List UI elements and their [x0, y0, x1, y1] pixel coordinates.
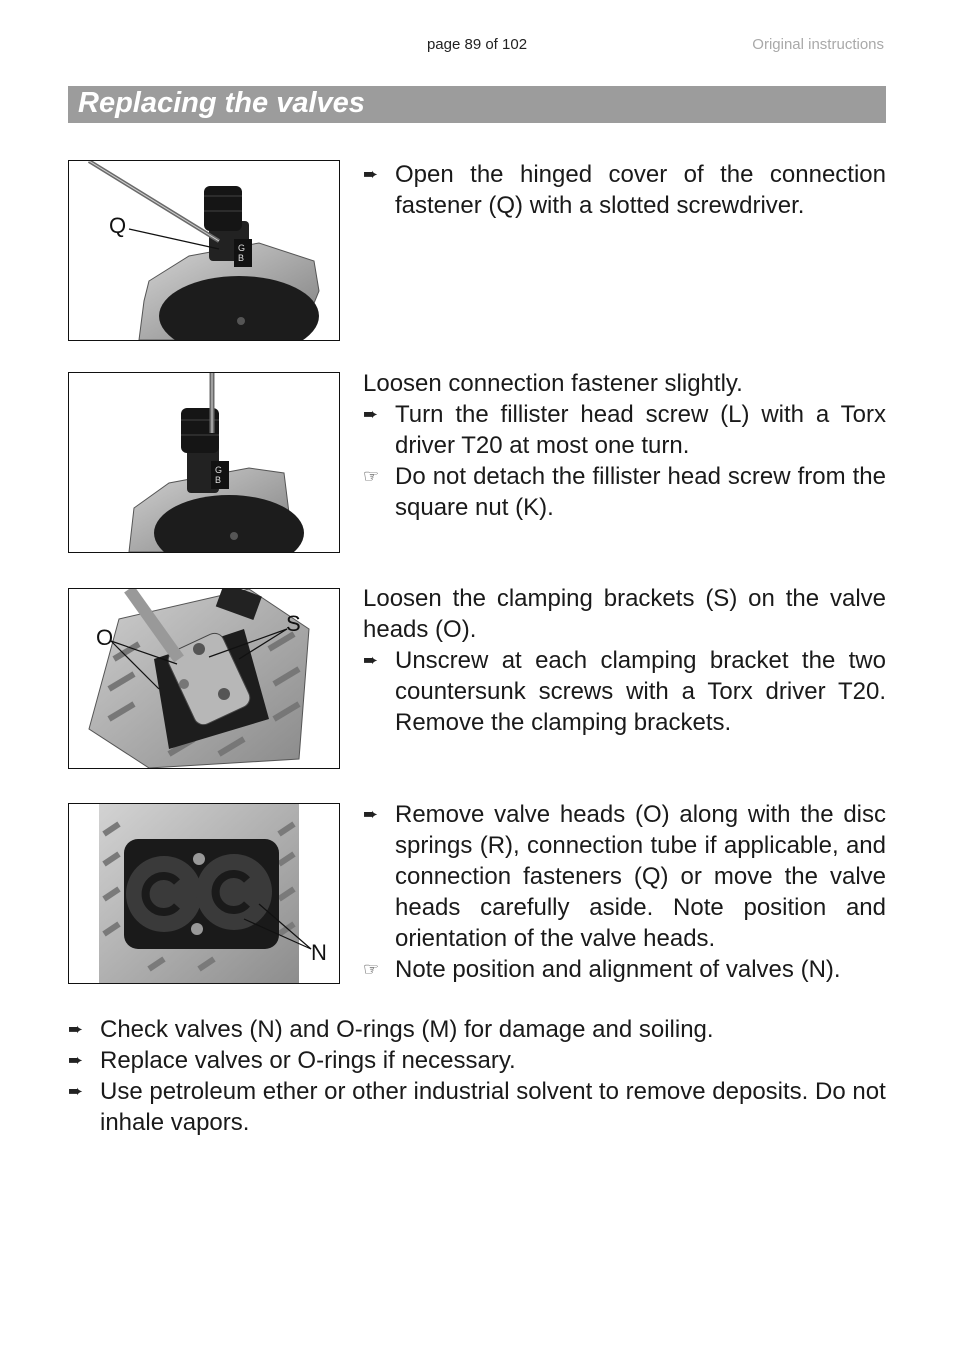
pointing-hand-icon: ☞ — [363, 466, 380, 486]
note-step: ☞ Do not detach the fillister head screw from the square nut (K). — [363, 463, 886, 521]
step-2-text — [363, 368, 886, 523]
action-step: ➨ Use petroleum ether or other industrial solvent to remove deposits. Do not inhale vapors. — [68, 1078, 886, 1136]
pump-cover-screwdriver-photo — [68, 160, 340, 341]
section-title: Replacing the valves — [78, 87, 365, 119]
arrow-right-icon: ➨ — [363, 650, 379, 670]
step-1-text — [363, 159, 886, 221]
svg-text:B: B — [238, 253, 245, 263]
pointing-hand-icon: ☞ — [363, 959, 380, 979]
action-step: ➨ Open the hinged cover of the connection fastener (Q) with a slotted screwdriver. — [363, 161, 886, 219]
action-step: ➨ Unscrew at each clamping bracket the two countersunk screws with a Torx driver T20. Remove the clamping brackets. — [363, 647, 886, 736]
svg-text:G: G — [215, 465, 223, 475]
action-step: ➨ Remove valve heads (O) along with the disc springs (R), connection tube if applicable, and connection fasteners (Q) or move the valve heads carefully aside. Note position and orientation of the valve heads. — [363, 801, 886, 952]
page-number: page 89 of 102 — [426, 36, 528, 53]
plain-text: Loosen connection fastener slightly. — [363, 370, 743, 397]
photo-label: N — [311, 940, 327, 965]
step-3-text — [363, 583, 886, 738]
svg-text:B: B — [215, 475, 222, 485]
action-step: ➨ Turn the fillister head screw (L) with a Torx driver T20 at most one turn. — [363, 401, 886, 459]
arrow-right-icon: ➨ — [68, 1081, 84, 1101]
step-4-text — [363, 799, 886, 985]
arrow-right-icon: ➨ — [363, 404, 379, 424]
photo-label: O — [96, 625, 114, 650]
arrow-right-icon: ➨ — [68, 1019, 84, 1039]
photo-label: Q — [109, 213, 127, 238]
section-title-bar — [68, 86, 886, 123]
arrow-right-icon: ➨ — [68, 1050, 84, 1070]
clamping-bracket-photo — [68, 588, 340, 769]
arrow-right-icon: ➨ — [363, 164, 379, 184]
plain-text: Loosen the clamping brackets (S) on the valve heads (O). — [363, 585, 886, 643]
action-step: ➨ Check valves (N) and O-rings (M) for damage and soiling. — [68, 1016, 714, 1043]
final-steps — [68, 1014, 886, 1138]
photo-label: S — [286, 611, 301, 636]
pump-fastener-photo — [68, 372, 340, 553]
note-step: ☞ Note position and alignment of valves (N). — [363, 956, 841, 983]
svg-text:G: G — [238, 243, 246, 253]
arrow-right-icon: ➨ — [363, 804, 379, 824]
action-step: ➨ Replace valves or O-rings if necessary. — [68, 1047, 516, 1074]
valve-heads-photo — [68, 803, 340, 984]
header-label: Original instructions — [752, 36, 884, 53]
